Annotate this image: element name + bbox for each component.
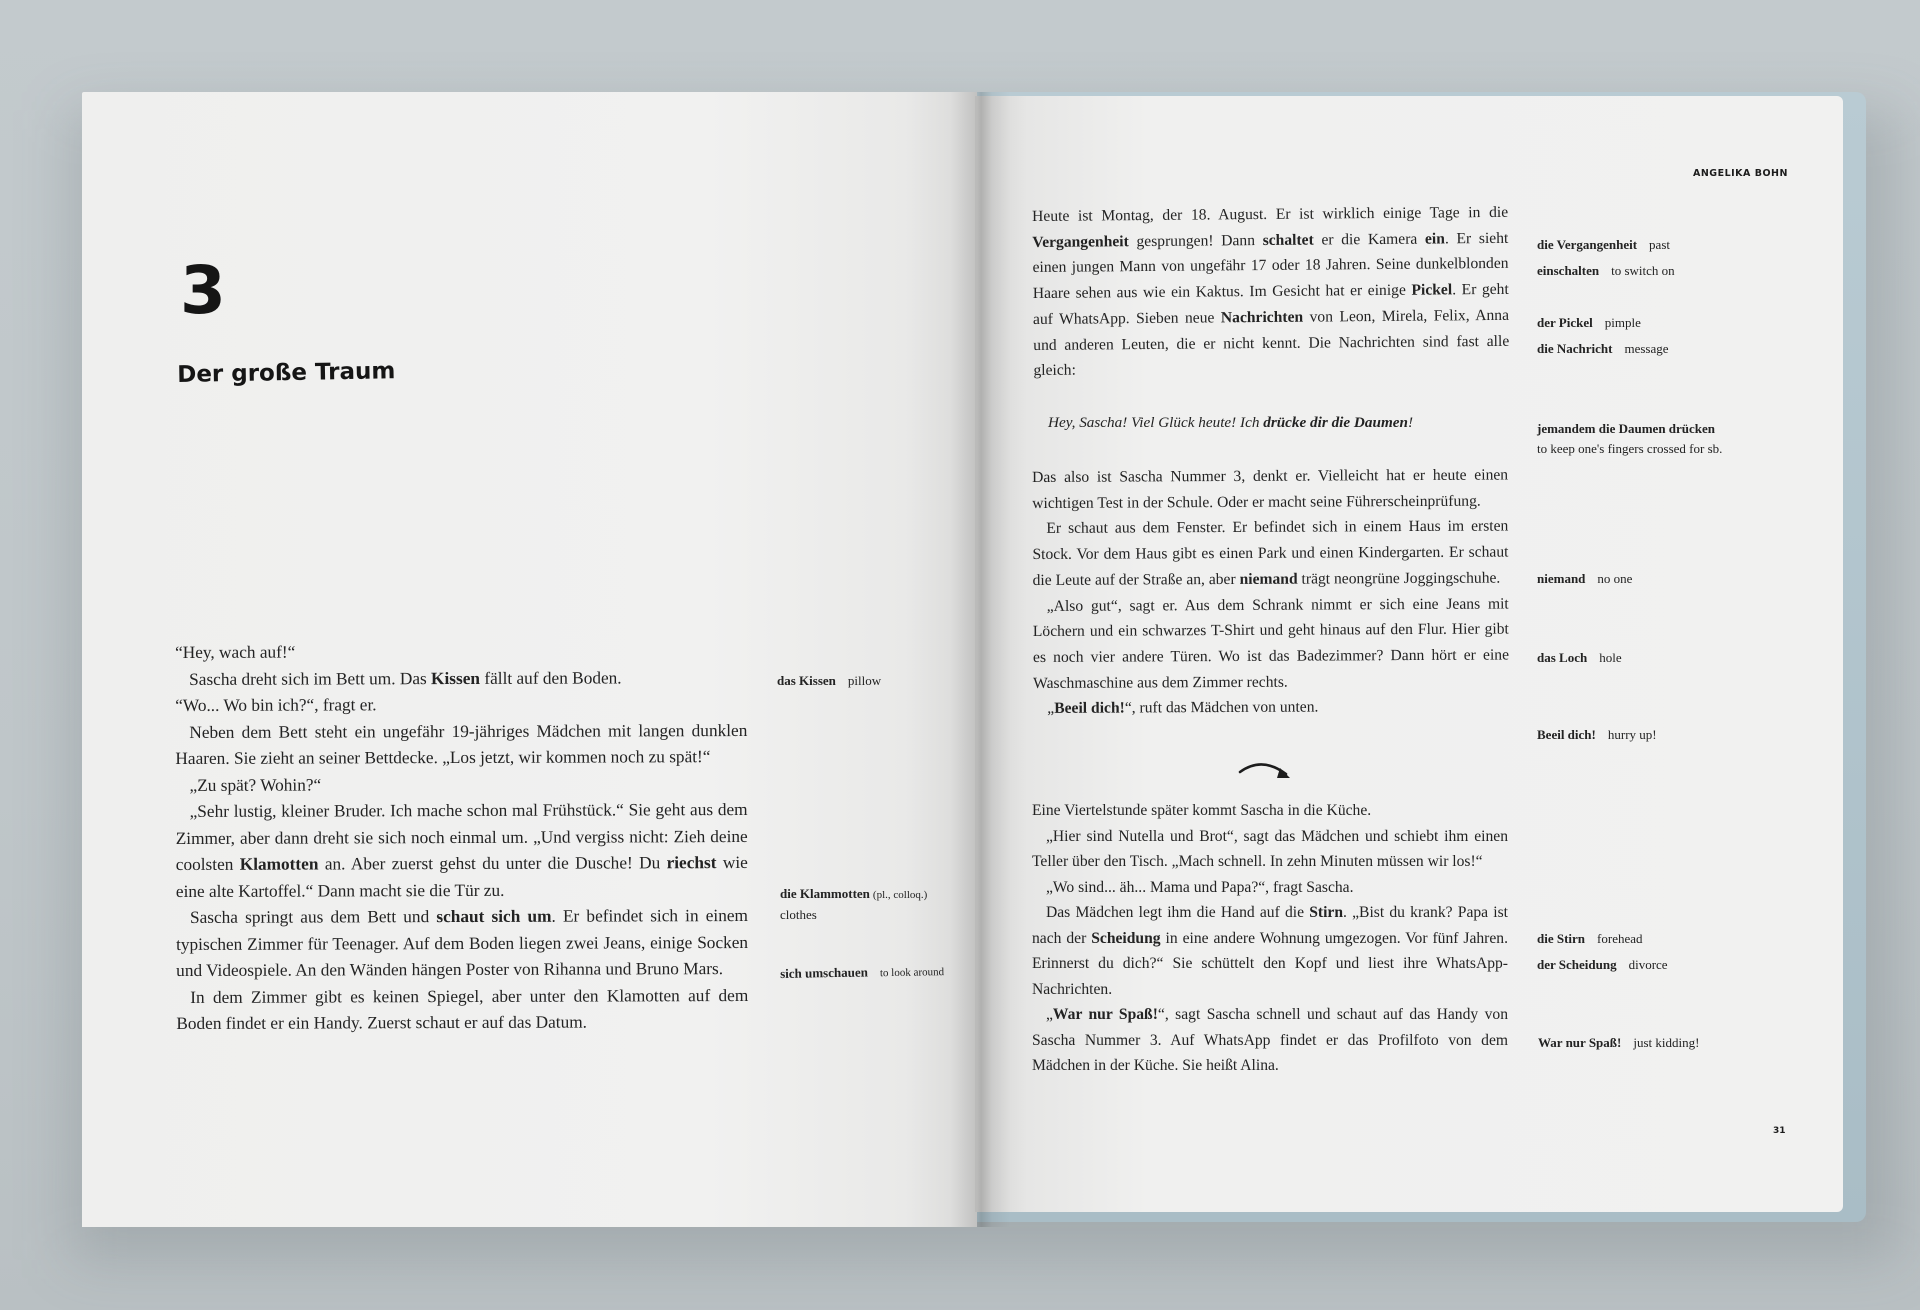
glossed-term: riechst bbox=[666, 853, 717, 873]
gloss-translation: to look around bbox=[879, 966, 945, 980]
gloss-term: der Pickel bbox=[1537, 315, 1593, 330]
paragraph bbox=[176, 797, 748, 905]
gloss-item bbox=[777, 673, 881, 689]
gloss-item bbox=[1537, 571, 1632, 587]
text-run: „ bbox=[1047, 700, 1055, 718]
gloss-term: Beeil dich! bbox=[1537, 727, 1596, 742]
gloss-term: jemandem die Daumen drücken bbox=[1537, 421, 1716, 436]
gloss-item bbox=[1537, 957, 1668, 973]
gloss-item bbox=[1537, 315, 1641, 331]
quote-mid: dir bbox=[1306, 414, 1332, 431]
glossed-term: Scheidung bbox=[1091, 929, 1161, 947]
gloss-term: die Vergangenheit bbox=[1537, 237, 1638, 252]
glossed-term: Klamotten bbox=[239, 854, 319, 874]
gloss-item bbox=[1538, 1035, 1699, 1051]
paragraph bbox=[1032, 824, 1508, 875]
glossed-term: Nachrichten bbox=[1220, 308, 1304, 327]
gloss-translation: hurry up! bbox=[1607, 727, 1657, 742]
glossed-term: schaltet bbox=[1262, 231, 1314, 249]
curved-arrow-icon bbox=[1236, 758, 1300, 788]
text-run: „ bbox=[1046, 1006, 1053, 1023]
gloss-term: die Stirn bbox=[1537, 931, 1586, 946]
gloss-item bbox=[1537, 237, 1670, 253]
text-run: Er schaut aus dem Fenster. Er befindet sich in einem Haus im ersten Stock. Vor dem Haus gibt es einen Park und einen Kindergarten. Er schaut die Leute auf der Straße an, aber bbox=[1032, 517, 1509, 589]
right-body-text-mid bbox=[1032, 463, 1509, 723]
text-run: Das also ist Sascha Nummer 3, denkt er. Vielleicht hat er heute einen wichtigen Test in der Schule. Oder er macht seine Führerscheinprüfung. bbox=[1032, 466, 1509, 512]
text-run: gesprungen! Dann bbox=[1128, 231, 1263, 250]
paragraph bbox=[175, 638, 747, 666]
gloss-translation: pimple bbox=[1604, 315, 1641, 330]
text-run: an. Aber zuerst gehst du unter die Dusche! Du bbox=[318, 853, 667, 874]
paragraph bbox=[175, 718, 747, 773]
glossed-term: ein bbox=[1424, 230, 1445, 248]
quote-text: Hey, Sascha! Viel Glück heute! Ich bbox=[1048, 414, 1264, 431]
paragraph bbox=[1032, 798, 1508, 824]
text-run: „Hier sind Nutella und Brot“, sagt das Mädchen und schiebt ihm einen Teller über den Tisch. „Mach schnell. In zehn Minuten müssen wir los!“ bbox=[1032, 827, 1508, 870]
paragraph bbox=[1033, 591, 1510, 696]
glossed-term: niemand bbox=[1239, 570, 1298, 588]
gloss-translation: just kidding! bbox=[1633, 1035, 1700, 1050]
gloss-translation: clothes bbox=[780, 907, 817, 922]
text-run: “Hey, wach auf!“ bbox=[175, 642, 296, 662]
gloss-item bbox=[780, 963, 944, 982]
text-run: In dem Zimmer gibt es keinen Spiegel, aber unter den Klamotten auf dem Boden findet er ein Handy. Zuerst schaut er auf das Datum. bbox=[176, 985, 749, 1033]
glossed-term: Beeil dich! bbox=[1054, 699, 1125, 718]
glossed-term: Kissen bbox=[431, 668, 481, 688]
chapter-number: 3 bbox=[180, 252, 224, 329]
text-run: “, ruft das Mädchen von unten. bbox=[1124, 698, 1319, 717]
paragraph bbox=[1032, 200, 1510, 384]
text-run: „Sehr lustig, kleiner Bruder. Ich mache schon mal Frühstück.“ Sie geht aus dem Zimmer, aber dann dreht sie sich noch einmal um. „Und vergiss nicht: Zieh deine coolsten bbox=[175, 800, 748, 874]
gloss-translation: divorce bbox=[1628, 957, 1668, 972]
paragraph bbox=[1032, 1002, 1508, 1079]
text-run: in eine andere Wohnung umgezogen. Vor fünf Jahren. Erinnerst du dich?“ Sie schüttelt den Kopf und liest ihre WhatsApp-Nachrichten. bbox=[1032, 929, 1508, 998]
text-run: fällt auf den Boden. bbox=[479, 667, 622, 688]
glossed-term: Pickel bbox=[1411, 281, 1453, 299]
text-run: Neben dem Bett steht ein ungefähr 19-jähriges Mädchen mit langen dunklen Haaren. Sie zieht an seiner Bettdecke. „Los jetzt, wir kommen noch zu spät!“ bbox=[175, 720, 748, 768]
text-run: trägt neongrüne Joggingschuhe. bbox=[1297, 569, 1501, 588]
gloss-term: sich umschauen bbox=[780, 964, 869, 981]
gloss-item bbox=[1537, 650, 1622, 666]
page-number: 31 bbox=[1773, 1126, 1786, 1136]
glossed-term: War nur Spaß! bbox=[1052, 1006, 1158, 1023]
gloss-item bbox=[1537, 419, 1727, 459]
paragraph bbox=[175, 771, 747, 799]
gloss-term: niemand bbox=[1537, 571, 1586, 586]
paragraph bbox=[1032, 875, 1508, 901]
text-run: Eine Viertelstunde später kommt Sascha in die Küche. bbox=[1032, 802, 1372, 819]
gloss-translation: past bbox=[1649, 237, 1670, 252]
right-body-text-bottom bbox=[1032, 798, 1508, 1079]
text-run: er die Kamera bbox=[1313, 230, 1426, 249]
gloss-item bbox=[1537, 931, 1643, 947]
text-run: “Wo... Wo bin ich?“, fragt er. bbox=[175, 695, 377, 715]
gloss-term: War nur Spaß! bbox=[1538, 1035, 1622, 1050]
glossed-term: schaut sich um bbox=[436, 906, 552, 927]
gloss-item bbox=[1537, 727, 1657, 743]
text-run: . „Bist du krank? Papa ist nach der bbox=[1032, 904, 1509, 947]
gloss-translation: message bbox=[1624, 341, 1669, 356]
paragraph bbox=[175, 665, 747, 693]
gloss-term: das Kissen bbox=[777, 673, 836, 688]
paragraph bbox=[1032, 900, 1508, 1002]
paragraph bbox=[176, 903, 748, 984]
paragraph bbox=[1032, 514, 1508, 594]
gloss-translation: pillow bbox=[847, 673, 882, 688]
text-run: . Er sieht einen jungen Mann von ungefähr 17 oder 18 Jahren. Seine dunkelblonden Haare sehen aus wie ein Kaktus. Im Gesicht hat er einige bbox=[1032, 229, 1509, 303]
text-run: Sascha springt aus dem Bett und bbox=[189, 907, 437, 927]
text-run: von Leon, Mirela, Felix, Anna und anderen Leuten, die er nicht kennt. Die Nachrichten sind fast alle gleich: bbox=[1033, 306, 1510, 380]
gloss-item bbox=[780, 884, 927, 924]
whatsapp-quote bbox=[1048, 414, 1413, 432]
quote-text: ! bbox=[1407, 414, 1414, 431]
gloss-term: einschalten bbox=[1537, 263, 1600, 278]
glossed-term: Stirn bbox=[1309, 904, 1344, 921]
paragraph bbox=[1032, 463, 1508, 517]
gloss-translation: forehead bbox=[1597, 931, 1643, 946]
text-run: „Wo sind... äh... Mama und Papa?“, fragt Sascha. bbox=[1046, 878, 1354, 896]
text-run: „Zu spät? Wohin?“ bbox=[189, 774, 322, 795]
gloss-translation: to keep one's fingers crossed for sb. bbox=[1537, 441, 1723, 456]
running-head: ANGELIKA BOHN bbox=[1693, 168, 1788, 179]
text-run: Sascha dreht sich im Bett um. Das bbox=[189, 668, 432, 689]
chapter-title: Der große Traum bbox=[177, 358, 396, 388]
gloss-item bbox=[1537, 341, 1669, 357]
text-run: „Also gut“, sagt er. Aus dem Schrank nimmt er sich eine Jeans mit Löchern und ein schwarzes T-Shirt und geht hinaus auf den Flur. Hier gibt es noch vier andere Türen. Wo ist das Badezimmer? Dann hört er eine Waschmaschine aus dem Zimmer rechts. bbox=[1032, 595, 1510, 692]
gloss-term: die Klammotten bbox=[780, 886, 870, 901]
quote-bold: drücke bbox=[1263, 414, 1307, 431]
left-body-text bbox=[175, 638, 748, 1037]
text-run: . Er befindet sich in einem typischen Zimmer für Teenager. Auf dem Boden liegen zwei Jeans, einige Socken und Videospiele. An den Wänden hängen Poster von Rihanna und Bruno Mars. bbox=[176, 906, 749, 980]
paragraph bbox=[1033, 694, 1509, 722]
paragraph bbox=[176, 983, 748, 1038]
gloss-translation: to switch on bbox=[1611, 263, 1675, 278]
gloss-term: das Loch bbox=[1537, 650, 1588, 665]
gloss-item bbox=[1537, 263, 1675, 279]
right-body-text-top bbox=[1032, 200, 1510, 384]
glossed-term: Vergangenheit bbox=[1032, 232, 1129, 251]
text-run: Das Mädchen legt ihm die Hand auf die bbox=[1046, 904, 1310, 921]
text-run: . Er geht auf WhatsApp. Sieben neue bbox=[1032, 280, 1509, 328]
paragraph bbox=[175, 691, 747, 719]
text-run: Heute ist Montag, der 18. August. Er ist wirklich einige Tage in die bbox=[1032, 203, 1509, 225]
gloss-translation: hole bbox=[1599, 650, 1622, 665]
gloss-translation: no one bbox=[1597, 571, 1633, 586]
gloss-term: die Nachricht bbox=[1537, 341, 1613, 356]
gloss-note: (pl., colloq.) bbox=[872, 889, 928, 901]
quote-bold: die Daumen bbox=[1331, 414, 1408, 431]
text-run: wie eine alte Kartoffel.“ Dann macht sie die Tür zu. bbox=[175, 853, 748, 901]
gloss-term: der Scheidung bbox=[1537, 957, 1617, 972]
text-run: “, sagt Sascha schnell und schaut auf das Handy von Sascha Nummer 3. Auf WhatsApp findet er das Profilfoto von dem Mädchen in der Küche. Sie heißt Alina. bbox=[1032, 1006, 1508, 1074]
